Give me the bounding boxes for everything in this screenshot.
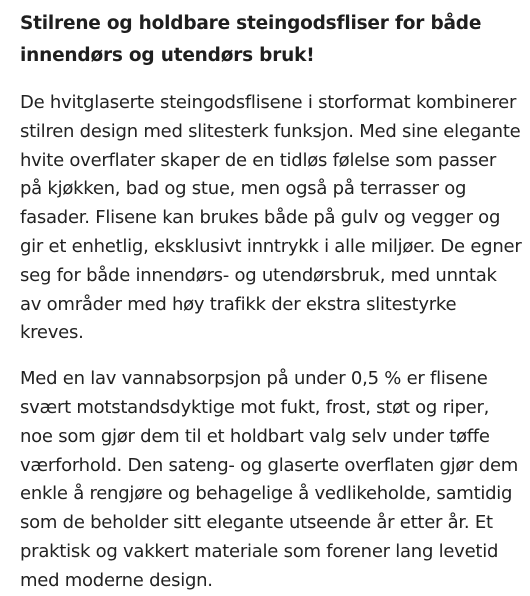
- description-paragraph-2: Med en lav vannabsorpsjon på under 0,5 % er flisene svært motstandsdyktige mot fukt, frost, støt og riper, noe som gjør dem til et holdbart valg selv under tøffe værforhold. Den sateng- og glaserte overflaten gjør dem enkle å rengjøre og behagelige å vedlikeholde, samtidig som de beholder sitt elegante utseende år etter år. Et praktisk og vakkert materiale som forener lang levetid med moderne design.: [20, 368, 519, 591]
- description-paragraph-1: De hvitglaserte steingodsflisene i storformat kombinerer stilren design med slitesterk funksjon. Med sine elegante hvite overflater skaper de en tidløs følelse som passer på kjøkken, bad og stue, men også på terrasser og fasader. Flisene kan brukes både på gulv og vegger og gir et enhetlig, eksklusivt inntrykk i alle miljøer. De egner seg for både innendørs- og utendørsbruk, med unntak av områder med høy trafikk der ekstra slitestyrke kreves.: [20, 92, 522, 344]
- description-heading: Stilrene og holdbare steingodsfliser for både innendørs og utendørs bruk!: [20, 13, 482, 66]
